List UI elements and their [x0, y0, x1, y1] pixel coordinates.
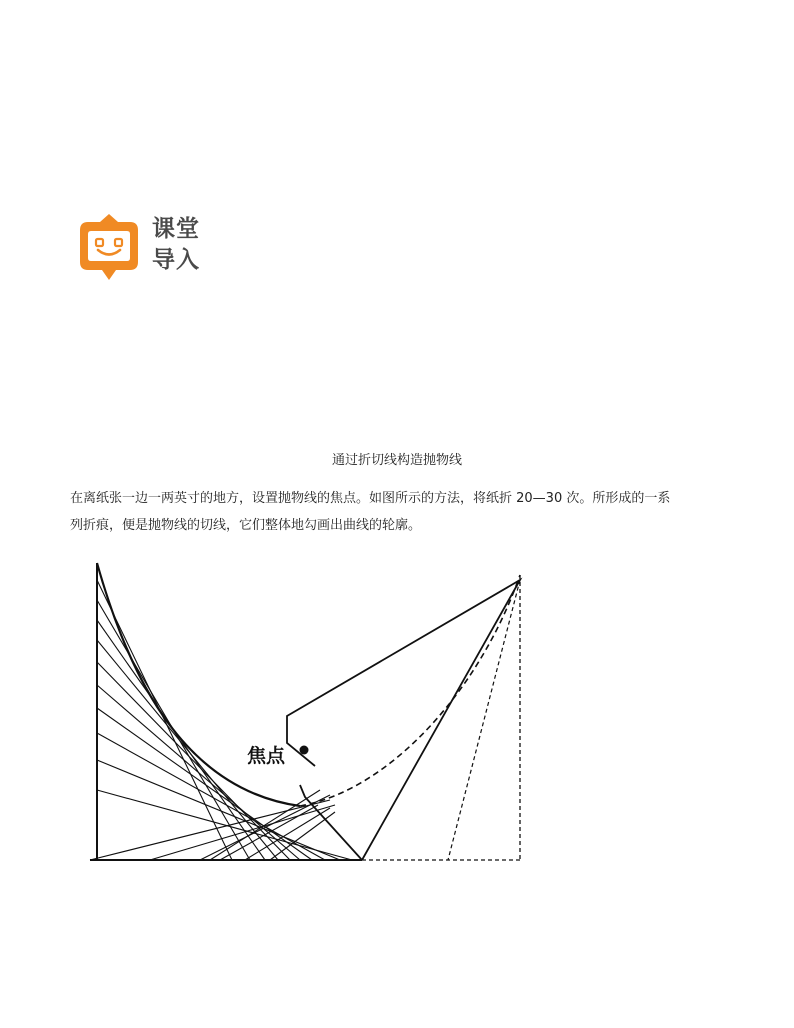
fold-flap-upper [287, 580, 520, 860]
parabola-fold-figure [80, 555, 540, 875]
section-title [152, 214, 200, 276]
body-paragraph [70, 485, 730, 539]
paragraph-line-1: 在离纸张一边一两英寸的地方，设置抛物线的焦点。如图所示的方法，将纸折 20—30 次。所形成的一系 [70, 491, 671, 506]
focus-point [300, 746, 309, 755]
figure-caption: 通过折切线构造抛物线 [331, 453, 462, 468]
parabola-dashed [300, 575, 520, 806]
section-title-line2: 导入 [152, 247, 200, 273]
parabola-solid [97, 563, 300, 806]
paragraph-line-2: 列折痕，便是抛物线的切线，它们整体地勾画出曲线的轮廓。 [70, 518, 422, 533]
robot-face-chat-icon [74, 212, 144, 284]
fold-dashed-diagonal [448, 580, 520, 860]
tangent-creases [90, 580, 352, 860]
focus-label: 焦点 [247, 745, 286, 767]
section-title-line1: 课堂 [152, 216, 200, 242]
